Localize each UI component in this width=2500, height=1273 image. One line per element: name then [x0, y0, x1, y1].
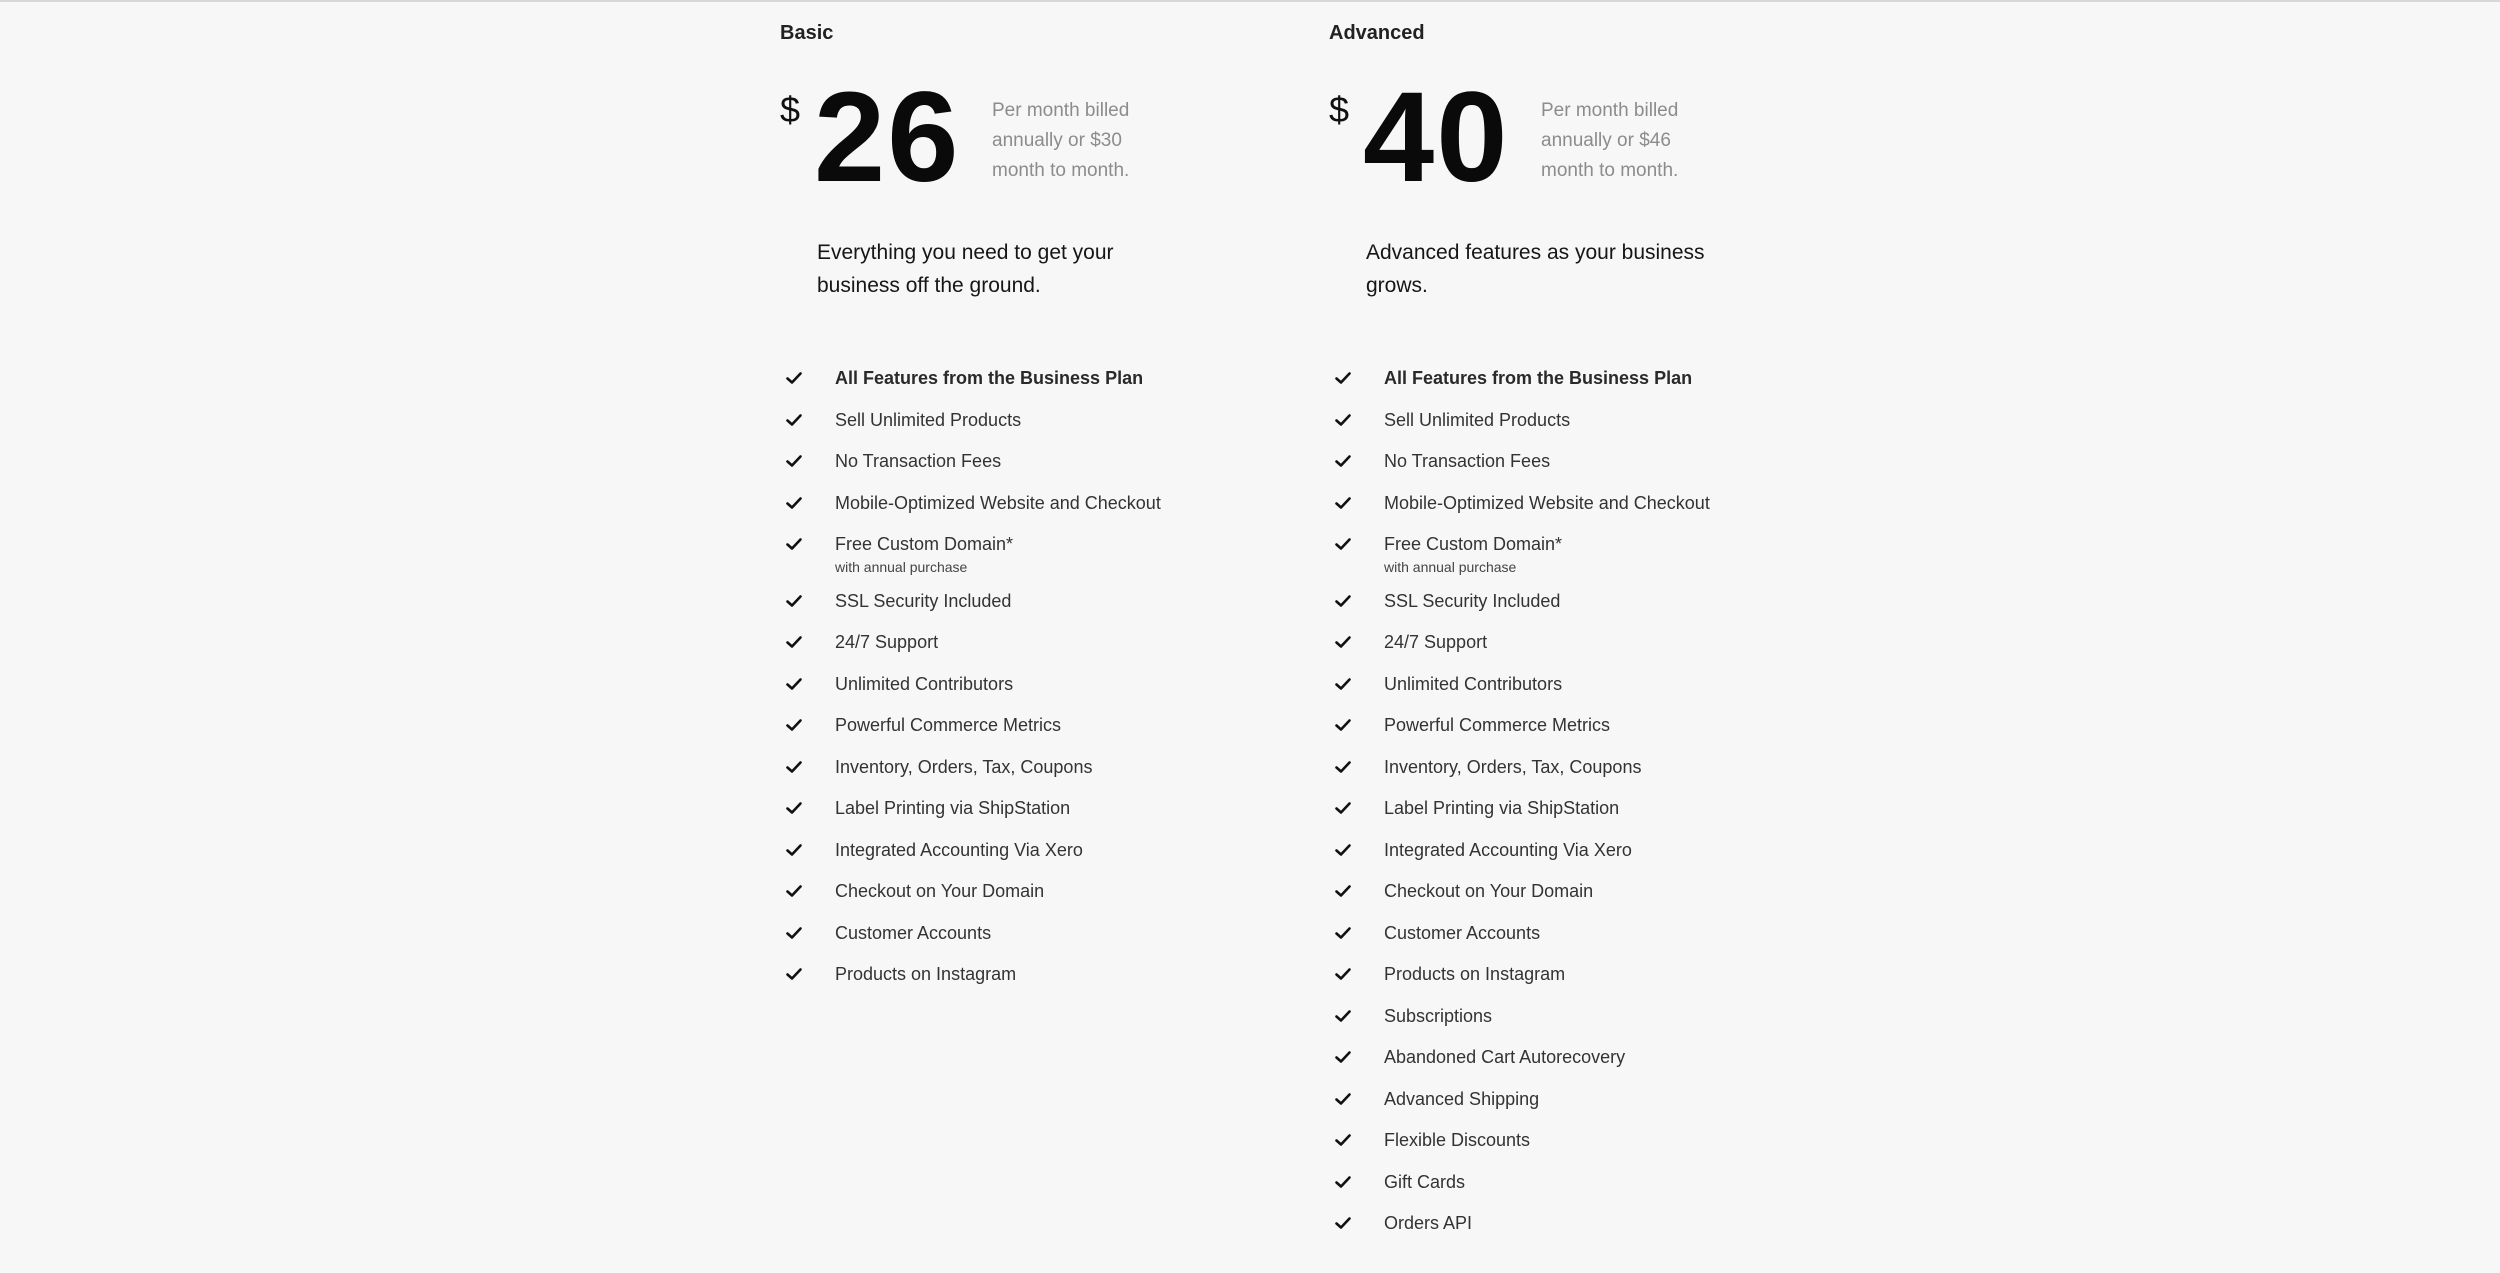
feature-label: Unlimited Contributors — [1384, 673, 1563, 694]
check-icon — [1334, 369, 1352, 387]
feature-label: Customer Accounts — [1384, 922, 1541, 943]
feature-item — [780, 530, 1200, 575]
feature-item — [780, 628, 1200, 658]
feature-item — [780, 587, 1200, 617]
price-note: Per month billed annually or $46 month to month. — [1541, 100, 1679, 181]
feature-label: Mobile-Optimized Website and Checkout — [835, 492, 1161, 513]
check-icon — [785, 965, 803, 983]
feature-label: Flexible Discounts — [1384, 1130, 1531, 1150]
feature-item — [780, 406, 1200, 436]
check-icon — [1334, 1090, 1352, 1108]
check-icon — [1334, 1214, 1352, 1232]
check-icon — [785, 716, 803, 734]
feature-label: Abandoned Cart Autorecovery — [1384, 1047, 1626, 1067]
check-icon — [785, 758, 803, 776]
feature-item — [1329, 670, 1749, 700]
plan-price: 40 — [1363, 66, 1510, 209]
feature-item — [780, 670, 1200, 700]
feature-label: SSL Security Included — [1384, 590, 1561, 611]
feature-label: Integrated Accounting Via Xero — [835, 839, 1083, 860]
feature-label: Inventory, Orders, Tax, Coupons — [1384, 756, 1642, 777]
feature-label: Subscriptions — [1384, 1005, 1493, 1026]
check-icon — [785, 882, 803, 900]
check-icon — [1334, 452, 1352, 470]
feature-list — [1329, 364, 1749, 1251]
feature-label: Inventory, Orders, Tax, Coupons — [835, 756, 1093, 777]
check-icon — [785, 633, 803, 651]
feature-item — [780, 794, 1200, 824]
check-icon — [785, 592, 803, 610]
check-icon — [1334, 716, 1352, 734]
feature-label: Advanced Shipping — [1384, 1088, 1540, 1109]
feature-label: Checkout on Your Domain — [1384, 881, 1594, 901]
feature-item — [1329, 530, 1749, 575]
feature-label: No Transaction Fees — [1384, 451, 1551, 471]
check-icon — [1334, 1048, 1352, 1066]
check-icon — [1334, 965, 1352, 983]
feature-label: Powerful Commerce Metrics — [835, 715, 1062, 735]
feature-label: Unlimited Contributors — [835, 673, 1014, 694]
feature-label: Integrated Accounting Via Xero — [1384, 839, 1632, 860]
feature-item — [780, 753, 1200, 783]
feature-label: 24/7 Support — [1384, 632, 1488, 652]
feature-list — [780, 364, 1200, 1002]
check-icon — [785, 494, 803, 512]
price-note: Per month billed annually or $30 month to month. — [992, 100, 1130, 181]
check-icon — [785, 452, 803, 470]
feature-label: SSL Security Included — [835, 590, 1012, 611]
feature-label: No Transaction Fees — [835, 451, 1002, 471]
feature-label: Mobile-Optimized Website and Checkout — [1384, 492, 1710, 513]
feature-item — [1329, 489, 1749, 519]
check-icon — [785, 535, 803, 553]
feature-item — [1329, 447, 1749, 477]
plan-name: Advanced — [1329, 22, 1425, 44]
feature-item — [1329, 836, 1749, 866]
feature-item — [1329, 406, 1749, 436]
check-icon — [785, 799, 803, 817]
feature-label: Gift Cards — [1384, 1171, 1466, 1192]
feature-item — [780, 489, 1200, 519]
feature-subnote: with annual purchase — [1384, 558, 1517, 575]
plan-name: Basic — [780, 22, 834, 44]
check-icon — [1334, 758, 1352, 776]
check-icon — [1334, 924, 1352, 942]
feature-label: Customer Accounts — [835, 922, 992, 943]
check-icon — [1334, 1173, 1352, 1191]
feature-label: Label Printing via ShipStation — [1384, 798, 1620, 818]
feature-label: Free Custom Domain* — [835, 534, 1014, 554]
check-icon — [1334, 535, 1352, 553]
check-icon — [1334, 882, 1352, 900]
check-icon — [1334, 633, 1352, 651]
feature-label: Powerful Commerce Metrics — [1384, 715, 1611, 735]
check-icon — [785, 411, 803, 429]
feature-item — [1329, 1126, 1749, 1156]
feature-item — [780, 447, 1200, 477]
check-icon — [785, 841, 803, 859]
feature-item — [1329, 753, 1749, 783]
feature-item — [1329, 1168, 1749, 1198]
top-divider — [0, 0, 2500, 2]
feature-item — [1329, 711, 1749, 741]
feature-item — [1329, 877, 1749, 907]
feature-label: Orders API — [1384, 1213, 1473, 1233]
feature-label: Label Printing via ShipStation — [835, 798, 1071, 818]
check-icon — [1334, 411, 1352, 429]
feature-label: Sell Unlimited Products — [1384, 409, 1571, 430]
feature-item — [1329, 587, 1749, 617]
feature-item — [780, 960, 1200, 990]
feature-item — [1329, 960, 1749, 990]
feature-label: Checkout on Your Domain — [835, 881, 1045, 901]
feature-item — [1329, 1002, 1749, 1032]
feature-item — [780, 919, 1200, 949]
feature-item — [780, 711, 1200, 741]
check-icon — [1334, 1131, 1352, 1149]
check-icon — [785, 369, 803, 387]
plan-tagline: Advanced features as your business grows. — [1366, 241, 1705, 297]
plan-price: 26 — [814, 66, 961, 209]
feature-label: All Features from the Business Plan — [835, 368, 1144, 388]
check-icon — [1334, 799, 1352, 817]
feature-item — [780, 877, 1200, 907]
check-icon — [1334, 675, 1352, 693]
feature-item — [780, 836, 1200, 866]
feature-label: Free Custom Domain* — [1384, 534, 1563, 554]
check-icon — [785, 675, 803, 693]
check-icon — [785, 924, 803, 942]
feature-item — [1329, 1085, 1749, 1115]
check-icon — [1334, 592, 1352, 610]
feature-item — [1329, 364, 1749, 394]
currency-symbol: $ — [1329, 89, 1350, 130]
check-icon — [1334, 494, 1352, 512]
feature-item — [1329, 628, 1749, 658]
feature-label: Products on Instagram — [835, 964, 1017, 984]
feature-label: Sell Unlimited Products — [835, 409, 1022, 430]
feature-label: 24/7 Support — [835, 632, 939, 652]
feature-item — [780, 364, 1200, 394]
feature-item — [1329, 1043, 1749, 1073]
feature-item — [1329, 794, 1749, 824]
feature-label: All Features from the Business Plan — [1384, 368, 1693, 388]
feature-item — [1329, 1209, 1749, 1239]
check-icon — [1334, 841, 1352, 859]
feature-item — [1329, 919, 1749, 949]
plan-tagline: Everything you need to get your business off the ground. — [817, 241, 1114, 297]
feature-label: Products on Instagram — [1384, 964, 1566, 984]
feature-subnote: with annual purchase — [835, 558, 968, 575]
currency-symbol: $ — [780, 89, 801, 130]
check-icon — [1334, 1007, 1352, 1025]
